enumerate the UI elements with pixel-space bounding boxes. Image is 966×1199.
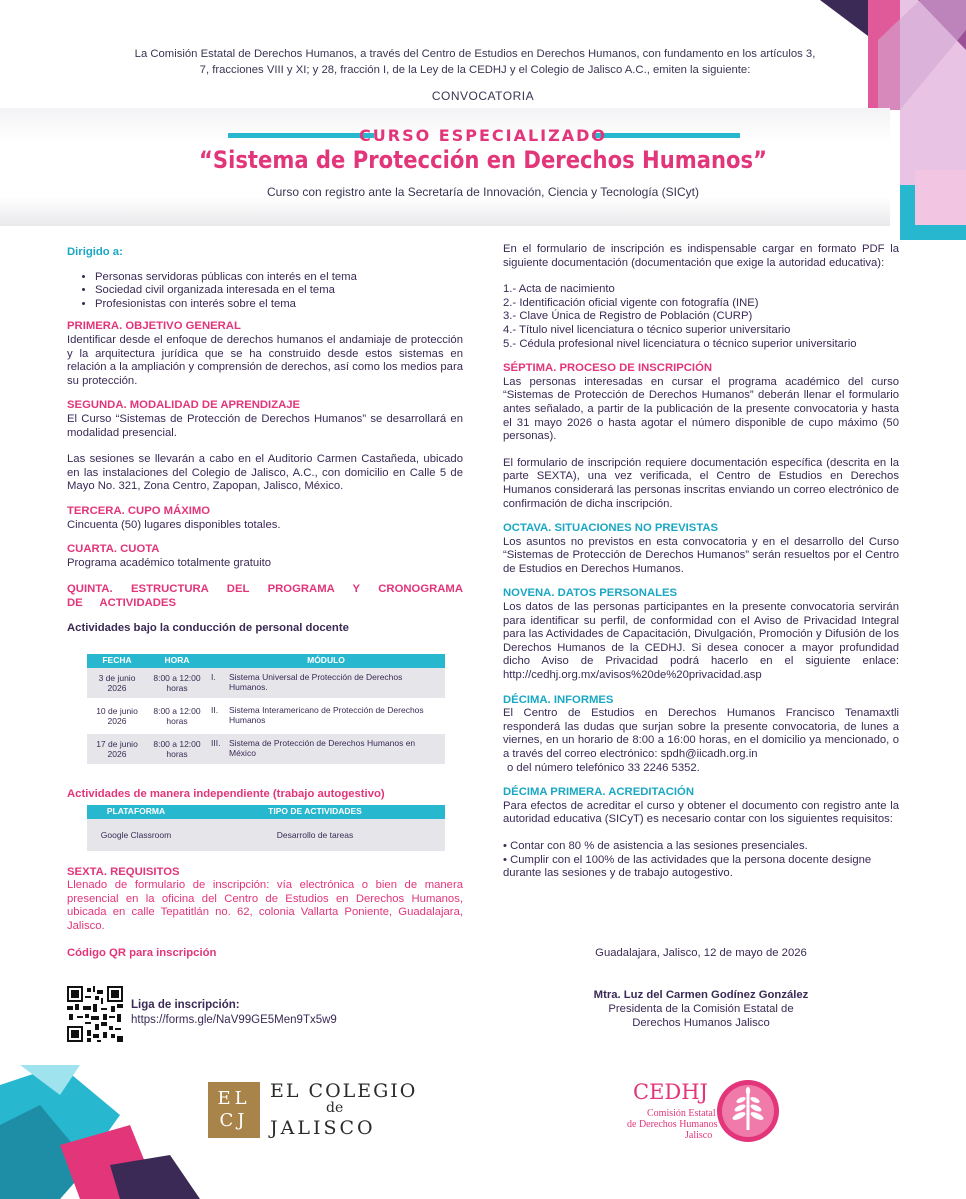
table-header-fecha: FECHA [87,654,147,668]
platform-table [87,805,445,851]
list-item: 3.- Clave Única de Registro de Población (CURP) [503,310,753,323]
cell-fecha: 10 de junio 2026 [87,701,147,731]
liga-url-link[interactable]: https://forms.gle/NaV99GE5Men9Tx5w9 [131,1014,337,1026]
cedhj-sub-1: Comisión Estatal [647,1108,716,1119]
list-item: 1.- Acta de nacimiento [503,283,615,296]
novena-heading: NOVENA. DATOS PERSONALES [503,587,678,600]
cell-hora: 8:00 a 12:00 horas [147,668,207,698]
course-subtitle: Curso con registro ante la Secretaría de Innovación, Ciencia y Tecnología (SICyt) [267,185,699,199]
signatory-title-1: Presidenta de la Comisión Estatal de [608,1003,794,1015]
novena-text: Los datos de las personas participantes en la presente convocatoria servirán para identificar su perfil, de conformidad con el Aviso de Privacidad Integral para las Actividades de Capacitación, Divulgación, Promoción y Difusión de los Derechos Humanos de la CEDHJ. Si desea conocer a mayor profundidad dicho Aviso de Privacidad podrá hacerlo en el siguiente enlace: http://cedhj.org.mx/avisos%20de%20privacidad.asp [503,601,899,682]
course-title: “Sistema de Protección en Derechos Humanos” [198,146,767,174]
cell-num: II. [207,701,225,731]
dirigido-list [67,271,463,312]
tercera-text: Cincuenta (50) lugares disponibles totales. [67,518,281,531]
list-item: 4.- Título nivel licenciatura o técnico superior universitario [503,323,791,336]
segunda-heading: SEGUNDA. MODALIDAD DE APRENDIZAJE [67,399,301,412]
cedhj-logo [625,1078,785,1158]
cell-hora: 8:00 a 12:00 horas [147,701,207,731]
decima-text: El Centro de Estudios en Derechos Humanos Francisco Tenamaxtli responderá las dudas que surjan sobre la presente convocatoria, de lunes a viernes, en un horario de 8:00 a 16:00 horas, en el domicilio ya mencionado, o a través del correo electrónico: spdh@iicadh.org.in [503,707,899,760]
cell-num: I. [207,668,225,698]
table-header-plataforma: PLATAFORMA [87,805,185,819]
octava-text: Los asuntos no previstos en esta convocatoria y en el desarrollo del Curso “Sistemas de Protección de Derechos Humanos” serán resueltos por el Centro de Estudios en Derechos Humanos. [503,535,899,575]
table-row [87,734,445,764]
table-header-hora: HORA [147,654,207,668]
cell-fecha: 17 de junio 2026 [87,734,147,764]
cell-modulo: Sistema Universal de Protección de Derechos Humanos. [225,668,445,698]
course-kicker: CURSO ESPECIALIZADO [359,126,607,145]
octava-heading: OCTAVA. SITUACIONES NO PREVISTAS [503,522,719,535]
list-item: 5.- Cédula profesional nivel licenciatura o técnico superior universitario [503,337,857,350]
decima-phone: o del número telefónico 33 2246 5352. [507,761,700,774]
cedhj-emblem-icon [715,1078,781,1144]
list-item: 2.- Identificación oficial vigente con fotografía (INE) [503,296,759,309]
cuarta-text: Programa académico totalmente gratuito [67,556,272,569]
left-column [67,246,463,960]
septima-heading: SÉPTIMA. PROCESO DE INSCRIPCIÓN [503,362,713,375]
qr-heading: Código QR para inscripción [67,946,217,959]
colegio-name-1: EL COLEGIO [270,1080,418,1102]
colegio-logo [208,1082,433,1142]
independiente-heading: Actividades de manera independiente (trabajo autogestivo) [67,788,385,801]
convocatoria-label: CONVOCATORIA [431,89,535,103]
cedhj-sub-2: de Derechos Humanos [627,1119,718,1130]
quinta-heading: QUINTA. ESTRUCTURA DEL PROGRAMA Y CRONOGRAMA DE ACTIVIDADES [67,583,463,609]
colegio-name-3: JALISCO [270,1117,376,1139]
table-row [87,701,445,731]
right-column [503,243,899,881]
acred-list [503,840,899,881]
cell-num: III. [207,734,225,764]
primera-heading: PRIMERA. OBJETIVO GENERAL [67,320,241,333]
table-header-tipo: TIPO DE ACTIVIDADES [185,805,445,819]
place-date: Guadalajara, Jalisco, 12 de mayo de 2026 [595,947,807,959]
sexta-text: Llenado de formulario de inscripción: vía electrónica o bien de manera presencial en la oficina del Centro de Estudios en Derechos Humanos, ubicada en calle Tepatitlán no. 62, colonia Vallarta Poniente, Guadalajara, Jalisco. [67,879,463,933]
formulario-text: En el formulario de inscripción es indispensable cargar en formato PDF la siguiente documentación (documentación que exige la autoridad educativa): [503,243,899,269]
colegio-name-2: de [326,1100,344,1116]
table-header-modulo: MÓDULO [207,654,445,668]
liga-label: Liga de inscripción: [131,999,240,1011]
primera-text: Identificar desde el enfoque de derechos humanos el andamiaje de protección y la arquitectura jurídica que se ha construido desde estos sistemas en relación a la ampliación y comprensión de derechos, así como los medios para su protección. [67,333,463,387]
schedule-table [87,654,445,764]
cell-hora: 8:00 a 12:00 horas [147,734,207,764]
corner-decoration-bottom-left [0,1065,200,1199]
signatory-name: Mtra. Luz del Carmen Godínez González [593,989,809,1001]
segunda-text-2: Las sesiones se llevarán a cabo en el Auditorio Carmen Castañeda, ubicado en las instalaciones del Colegio de Jalisco, A.C., con domicilio en Calle 5 de Mayo No. 321, Zona Centro, Zapopan, Jalisco, México. [67,453,463,493]
list-item: • Profesionistas con interés sobre el tema [95,298,463,312]
table-row [87,819,445,851]
list-item: • Cumplir con el 100% de las actividades que la persona docente designe durante las sesiones y de trabajo autogestivo. [503,853,872,880]
cell-modulo: Sistema de Protección de Derechos Humanos en México [225,734,445,764]
cell-fecha: 3 de junio 2026 [87,668,147,698]
segunda-text-1: El Curso “Sistemas de Protección de Derechos Humanos” se desarrollará en modalidad presencial. [67,412,463,439]
qr-code[interactable] [67,986,123,1042]
docente-heading: Actividades bajo la conducción de personal docente [67,622,349,635]
dirigido-heading: Dirigido a: [67,246,123,258]
septima-text-2: El formulario de inscripción requiere documentación específica (descrita en la parte SEXTA), una vez verificada, el Centro de Estudios en Derechos Humanos considerará las personas inscritas enviando un correo electrónico de confirmación de dicha inscripción. [503,456,899,510]
septima-text-1: Las personas interesadas en cursar el programa académico del curso “Sistemas de Protección de Derechos Humanos” deberán llenar el formulario antes señalado, a partir de la publicación de la presente convocatoria y hasta el 31 mayo 2026 o hasta agotar el número disponible de cupo máximo (50 personas). [503,375,899,443]
docs-list [503,283,899,351]
sexta-heading: SEXTA. REQUISITOS [67,865,180,878]
decima-heading: DÉCIMA. INFORMES [503,693,614,706]
colegio-mark: ELCJ [208,1082,260,1138]
table-row [87,668,445,698]
cedhj-wordmark: CEDHJ [633,1080,708,1104]
cedhj-sub-3: Jalisco [685,1130,713,1141]
decima-primera-text: Para efectos de acreditar el curso y obtener el documento con registro ante la autoridad educativa (SICyT) es necesario contar con los siguientes requisitos: [503,799,899,826]
tercera-heading: TERCERA. CUPO MÁXIMO [67,504,211,517]
intro-paragraph: La Comisión Estatal de Derechos Humanos, a través del Centro de Estudios en Derechos Humanos, con fundamento en los artículos 3, 7, fracciones VIII y XI; y 28, fracción I, de la Ley de la CEDHJ y el Colegio de Jalisco A.C., emiten la siguiente: [134,48,816,76]
cell-plataforma: Google Classroom [87,819,185,851]
list-item: • Personas servidoras públicas con interés en el tema [95,271,463,285]
signatory-title-2: Derechos Humanos Jalisco [632,1017,770,1029]
list-item: • Contar con 80 % de asistencia a las sesiones presenciales. [503,839,808,852]
decima-primera-heading: DÉCIMA PRIMERA. ACREDITACIÓN [503,786,694,799]
cuarta-heading: CUARTA. CUOTA [67,543,160,556]
cell-tipo: Desarrollo de tareas [185,819,445,851]
list-item: • Sociedad civil organizada interesada en el tema [95,284,463,298]
cell-modulo: Sistema Interamericano de Protección de Derechos Humanos [225,701,445,731]
